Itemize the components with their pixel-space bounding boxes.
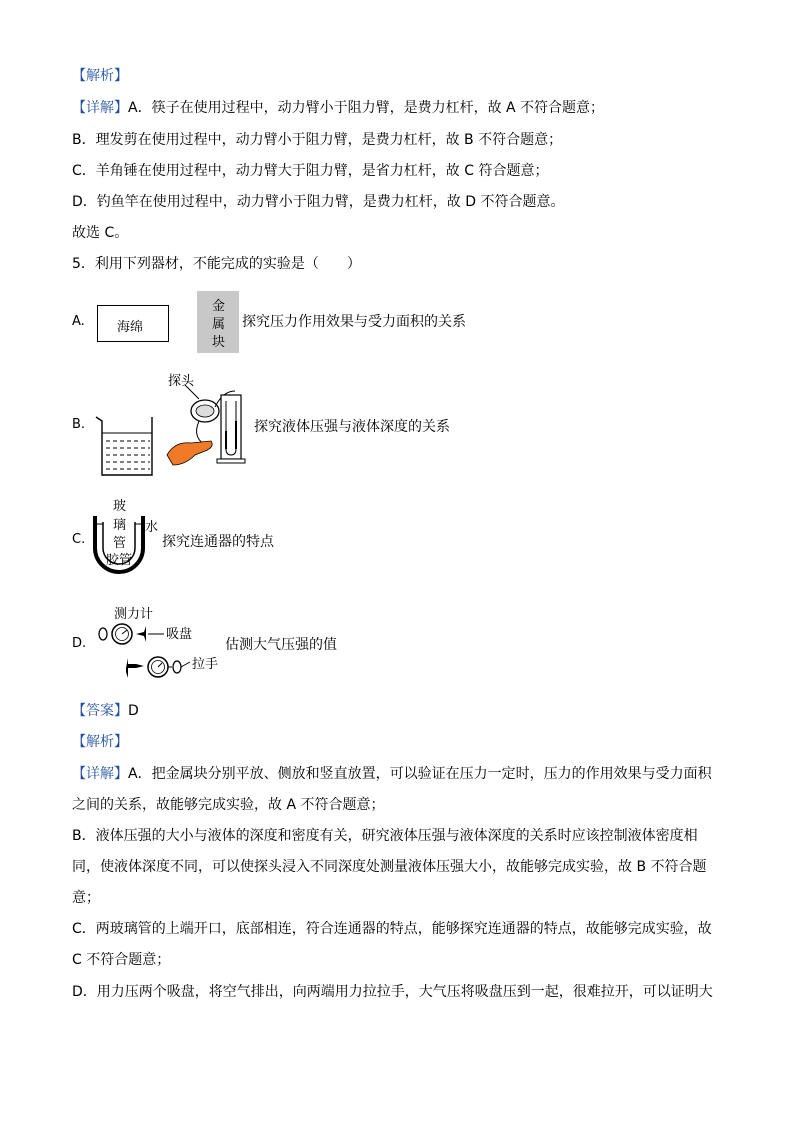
detail-c-line2: C 不符合题意； <box>72 952 171 968</box>
answer-tag: 【答案】 <box>72 703 128 719</box>
metal-label-char3: 块 <box>212 335 226 350</box>
option-d-caption: 估测大气压强的值 <box>225 637 337 653</box>
detail-a-line2: 之间的关系，故能够完成实验，故 A 不符合题意； <box>72 797 385 813</box>
answer-line <box>72 701 139 721</box>
pressure-gauge-illustration <box>165 385 250 473</box>
option-c-letter: C. <box>72 532 86 547</box>
explanation-line-b: B．理发剪在使用过程中，动力臂小于阻力臂，是费力杠杆，故 B 不符合题意； <box>72 132 563 148</box>
analysis-heading-2: 【解析】 <box>72 734 128 750</box>
option-c-caption: 探究连通器的特点 <box>162 534 274 550</box>
beaker-illustration <box>94 413 160 479</box>
detail-b-line1: B．液体压强的大小与液体的深度和密度有关，研究液体压强与液体深度的关系时应该控制液体密度相 <box>72 828 698 844</box>
suction-cup-label: 吸盘 <box>166 627 193 642</box>
glass-label-char3: 管 <box>113 536 127 551</box>
detail-b-line2: 同，使液体深度不同，可以使探头浸入不同深度处测量液体压强大小，故能够完成实验，故 B 不符合题 <box>72 859 707 875</box>
detail-c-line1: C．两玻璃管的上端开口，底部相连，符合连通器的特点，能够探究连通器的特点，故能够完成实验，故 <box>72 921 712 937</box>
detail-a-line1 <box>72 764 712 784</box>
option-a-caption: 探究压力作用效果与受力面积的关系 <box>242 314 466 330</box>
option-b-caption: 探究液体压强与液体深度的关系 <box>254 419 450 435</box>
probe-label: 探头 <box>168 374 195 389</box>
detail-d-line1: D．用力压两个吸盘，将空气排出，向两端用力拉拉手，大气压将吸盘压到一起，很难拉开，可以证明大 <box>72 984 713 1000</box>
metal-label-char1: 金 <box>212 299 226 314</box>
glass-label-char2: 璃 <box>113 518 127 533</box>
force-meter-label: 测力计 <box>114 607 154 622</box>
rubber-tube-label: 胶管 <box>106 553 133 568</box>
handle-label: 拉手 <box>192 657 219 672</box>
option-a-letter: A. <box>72 314 85 329</box>
explanation-line-d: D．钓鱼竿在使用过程中，动力臂小于阻力臂，是费力杠杆，故 D 不符合题意。 <box>72 194 565 210</box>
conclusion: 故选 C。 <box>72 225 129 241</box>
detail-tag: 【详解】 <box>72 100 128 116</box>
detail-b-line3: 意； <box>72 890 100 906</box>
water-label: 水 <box>145 520 159 535</box>
answer-value: D <box>128 703 139 719</box>
detail-a-text: A．把金属块分别平放、侧放和竖直放置，可以验证在压力一定时，压力的作用效果与受力面积 <box>128 766 712 782</box>
detail-tag-2: 【详解】 <box>72 766 128 782</box>
glass-label-char1: 玻 <box>113 499 127 514</box>
question-stem: 5．利用下列器材，不能完成的实验是（ ） <box>72 256 361 272</box>
explanation-line-a <box>72 98 604 118</box>
metal-label-char2: 属 <box>212 317 226 332</box>
sponge-label: 海绵 <box>117 320 144 335</box>
option-d-letter: D. <box>72 636 87 651</box>
option-b-letter: B. <box>72 417 86 432</box>
explanation-text: A．筷子在使用过程中，动力臂小于阻力臂，是费力杠杆，故 A 不符合题意； <box>128 100 605 116</box>
analysis-heading: 【解析】 <box>72 68 128 84</box>
explanation-line-c: C．羊角锤在使用过程中，动力臂大于阻力臂，是省力杠杆，故 C 符合题意； <box>72 163 549 179</box>
